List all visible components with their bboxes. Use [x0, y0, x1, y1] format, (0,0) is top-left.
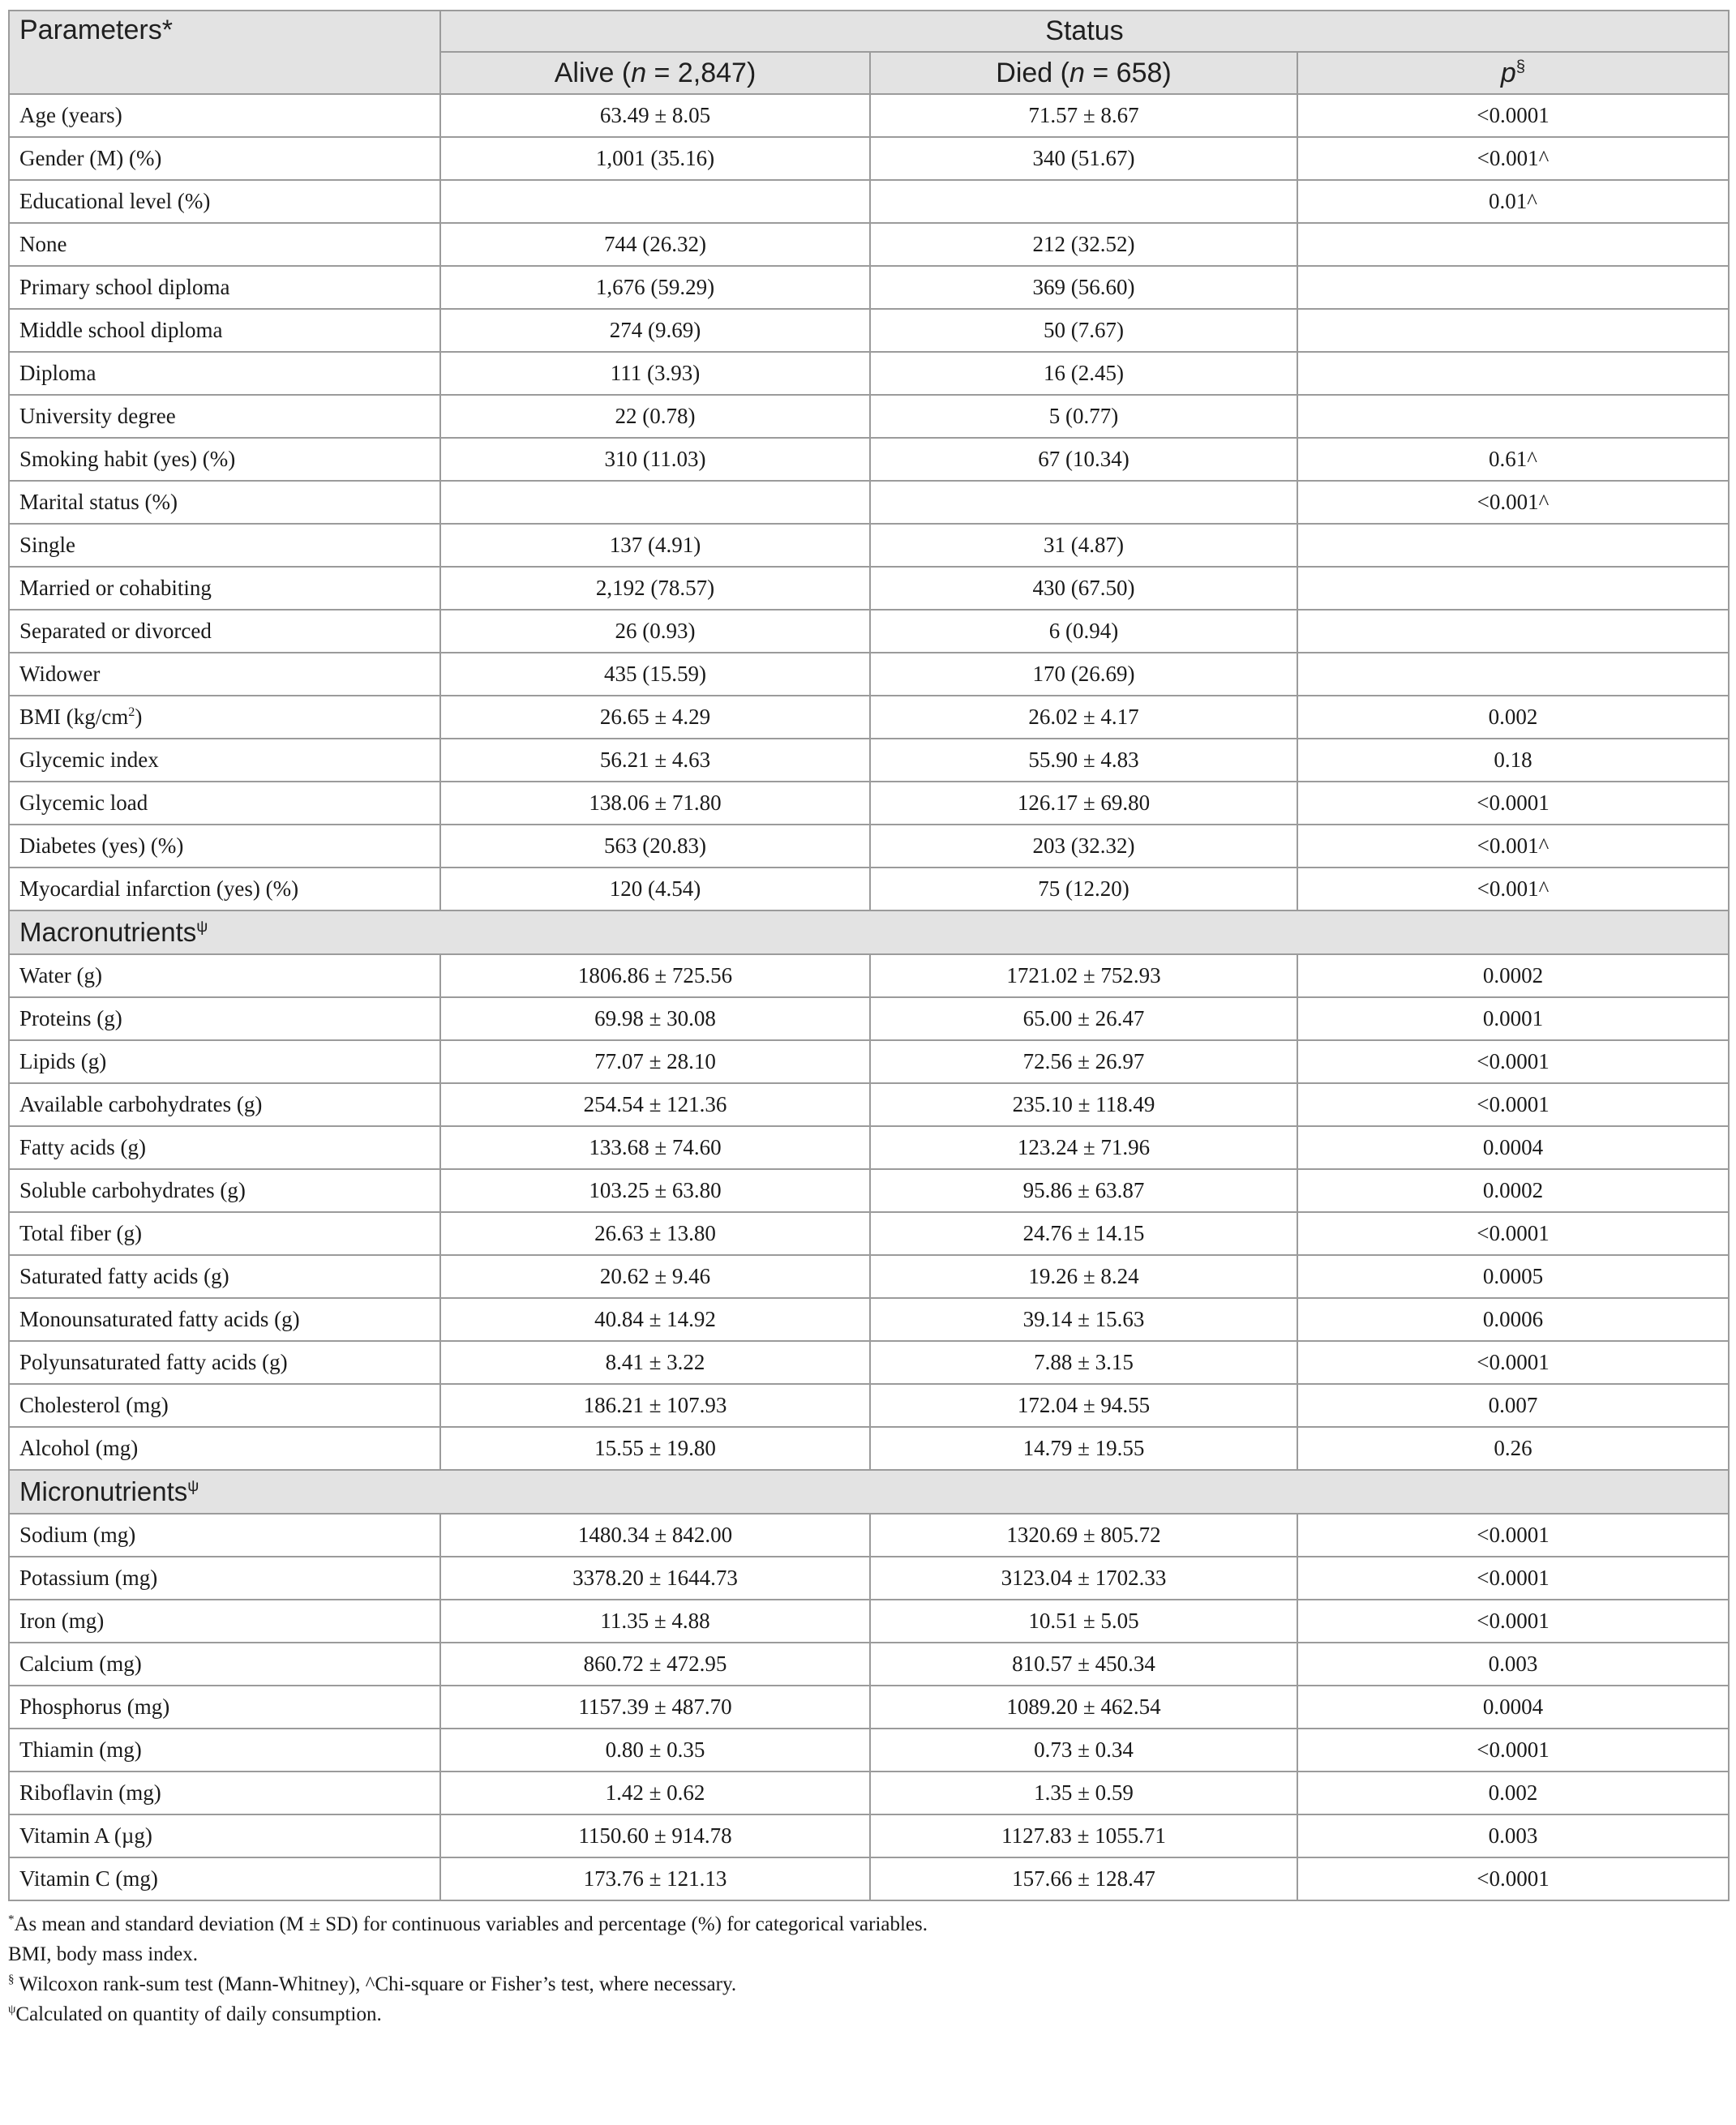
cell-p-value: 0.0001 — [1297, 997, 1729, 1040]
cell-died: 170 (26.69) — [870, 653, 1297, 696]
cell-parameter: Vitamin A (µg) — [9, 1814, 440, 1857]
cell-alive: 111 (3.93) — [440, 352, 870, 395]
cell-p-value: 0.002 — [1297, 696, 1729, 739]
cell-parameter: Middle school diploma — [9, 309, 440, 352]
table-row — [9, 1729, 1729, 1772]
table-row — [9, 653, 1729, 696]
cell-parameter: Saturated fatty acids (g) — [9, 1255, 440, 1298]
cell-alive: 1.42 ± 0.62 — [440, 1772, 870, 1814]
cell-parameter: Single — [9, 524, 440, 567]
cell-parameter: Widower — [9, 653, 440, 696]
table-row — [9, 610, 1729, 653]
cell-parameter: None — [9, 223, 440, 266]
cell-died: 65.00 ± 26.47 — [870, 997, 1297, 1040]
cell-parameter: Sodium (mg) — [9, 1514, 440, 1557]
table-row — [9, 1814, 1729, 1857]
table-row — [9, 438, 1729, 481]
cell-alive: 563 (20.83) — [440, 825, 870, 868]
cell-alive: 26 (0.93) — [440, 610, 870, 653]
cell-died: 50 (7.67) — [870, 309, 1297, 352]
cell-p-value: <0.0001 — [1297, 1514, 1729, 1557]
footnotes — [8, 1909, 1728, 2029]
cell-parameter: Proteins (g) — [9, 997, 440, 1040]
col-header-status: Status — [440, 11, 1729, 52]
cell-died — [870, 180, 1297, 223]
cell-alive: 2,192 (78.57) — [440, 567, 870, 610]
cell-alive: 77.07 ± 28.10 — [440, 1040, 870, 1083]
cell-alive — [440, 481, 870, 524]
cell-alive: 1,676 (59.29) — [440, 266, 870, 309]
table-row — [9, 524, 1729, 567]
cell-alive: 40.84 ± 14.92 — [440, 1298, 870, 1341]
cell-p-value: <0.001^ — [1297, 825, 1729, 868]
cell-alive: 26.63 ± 13.80 — [440, 1212, 870, 1255]
cell-alive: 3378.20 ± 1644.73 — [440, 1557, 870, 1600]
cell-died: 203 (32.32) — [870, 825, 1297, 868]
table-document — [8, 10, 1728, 2029]
cell-p-value: <0.0001 — [1297, 1083, 1729, 1126]
cell-died: 0.73 ± 0.34 — [870, 1729, 1297, 1772]
table-row — [9, 1557, 1729, 1600]
table-row — [9, 1427, 1729, 1470]
table-row — [9, 567, 1729, 610]
table-row — [9, 94, 1729, 137]
col-header-alive: Alive (n = 2,847) — [440, 52, 870, 94]
table-row — [9, 223, 1729, 266]
cell-alive: 860.72 ± 472.95 — [440, 1643, 870, 1686]
cell-died: 430 (67.50) — [870, 567, 1297, 610]
cell-parameter: Water (g) — [9, 954, 440, 997]
table-row — [9, 1126, 1729, 1169]
cell-died: 6 (0.94) — [870, 610, 1297, 653]
table-row — [9, 395, 1729, 438]
cell-parameter: Phosphorus (mg) — [9, 1686, 440, 1729]
table-row — [9, 1643, 1729, 1686]
cell-p-value — [1297, 524, 1729, 567]
cell-p-value: <0.0001 — [1297, 94, 1729, 137]
cell-p-value: 0.007 — [1297, 1384, 1729, 1427]
cell-died: 95.86 ± 63.87 — [870, 1169, 1297, 1212]
cell-alive: 133.68 ± 74.60 — [440, 1126, 870, 1169]
col-header-parameters: Parameters* — [9, 11, 440, 94]
cell-alive: 744 (26.32) — [440, 223, 870, 266]
cell-alive: 1806.86 ± 725.56 — [440, 954, 870, 997]
footnote: BMI, body mass index. — [8, 1943, 199, 1965]
cell-died: 26.02 ± 4.17 — [870, 696, 1297, 739]
footnote: § Wilcoxon rank-sum test (Mann-Whitney), ^Chi-square or Fisher’s test, where necessary. — [8, 1973, 737, 1995]
cell-p-value: 0.002 — [1297, 1772, 1729, 1814]
col-header-died: Died (n = 658) — [870, 52, 1297, 94]
cell-p-value: 0.003 — [1297, 1814, 1729, 1857]
table-row — [9, 137, 1729, 180]
cell-alive: 1157.39 ± 487.70 — [440, 1686, 870, 1729]
cell-parameter: Glycemic load — [9, 782, 440, 825]
cell-died: 67 (10.34) — [870, 438, 1297, 481]
results-table — [8, 10, 1730, 1901]
cell-p-value: 0.18 — [1297, 739, 1729, 782]
table-row — [9, 1514, 1729, 1557]
cell-died: 123.24 ± 71.96 — [870, 1126, 1297, 1169]
cell-died: 1127.83 ± 1055.71 — [870, 1814, 1297, 1857]
cell-alive: 1480.34 ± 842.00 — [440, 1514, 870, 1557]
cell-p-value: 0.003 — [1297, 1643, 1729, 1686]
table-row — [9, 1341, 1729, 1384]
cell-p-value — [1297, 395, 1729, 438]
cell-died: 7.88 ± 3.15 — [870, 1341, 1297, 1384]
table-row — [9, 1686, 1729, 1729]
cell-died: 16 (2.45) — [870, 352, 1297, 395]
table-row — [9, 997, 1729, 1040]
cell-died: 810.57 ± 450.34 — [870, 1643, 1297, 1686]
cell-parameter: Diabetes (yes) (%) — [9, 825, 440, 868]
cell-died: 1089.20 ± 462.54 — [870, 1686, 1297, 1729]
cell-alive: 1,001 (35.16) — [440, 137, 870, 180]
table-row — [9, 696, 1729, 739]
table-row — [9, 782, 1729, 825]
cell-p-value: 0.0005 — [1297, 1255, 1729, 1298]
cell-p-value: 0.61^ — [1297, 438, 1729, 481]
cell-parameter: Diploma — [9, 352, 440, 395]
table-row — [9, 309, 1729, 352]
cell-died: 10.51 ± 5.05 — [870, 1600, 1297, 1643]
cell-p-value — [1297, 223, 1729, 266]
cell-parameter: Potassium (mg) — [9, 1557, 440, 1600]
cell-parameter: Available carbohydrates (g) — [9, 1083, 440, 1126]
cell-parameter: Marital status (%) — [9, 481, 440, 524]
cell-parameter: Cholesterol (mg) — [9, 1384, 440, 1427]
table-row — [9, 1772, 1729, 1814]
cell-p-value — [1297, 352, 1729, 395]
cell-parameter: Married or cohabiting — [9, 567, 440, 610]
cell-alive: 173.76 ± 121.13 — [440, 1857, 870, 1900]
col-header-p: p§ — [1297, 52, 1729, 94]
cell-died: 1320.69 ± 805.72 — [870, 1514, 1297, 1557]
header-row-1 — [9, 11, 1729, 52]
cell-p-value — [1297, 309, 1729, 352]
table-row — [9, 266, 1729, 309]
cell-p-value: <0.001^ — [1297, 481, 1729, 524]
table-row — [9, 481, 1729, 524]
cell-alive: 137 (4.91) — [440, 524, 870, 567]
cell-parameter: Soluble carbohydrates (g) — [9, 1169, 440, 1212]
cell-alive: 310 (11.03) — [440, 438, 870, 481]
cell-p-value: 0.0006 — [1297, 1298, 1729, 1341]
table-row — [9, 1384, 1729, 1427]
section-macronutrients-title: Macronutrients$^\psi$ — [9, 910, 1729, 954]
cell-alive: 26.65 ± 4.29 — [440, 696, 870, 739]
cell-p-value: 0.0002 — [1297, 954, 1729, 997]
table-row — [9, 180, 1729, 223]
table-row — [9, 1857, 1729, 1900]
table-body — [9, 94, 1729, 1900]
cell-parameter: Iron (mg) — [9, 1600, 440, 1643]
cell-p-value — [1297, 266, 1729, 309]
table-row — [9, 1040, 1729, 1083]
table-row — [9, 739, 1729, 782]
cell-died: 71.57 ± 8.67 — [870, 94, 1297, 137]
table-row — [9, 352, 1729, 395]
cell-parameter: Educational level (%) — [9, 180, 440, 223]
cell-parameter: Myocardial infarction (yes) (%) — [9, 868, 440, 910]
cell-died: 369 (56.60) — [870, 266, 1297, 309]
footnote: $^\psi$Calculated on quantity of daily consumption. — [8, 2003, 382, 2025]
cell-p-value: <0.0001 — [1297, 1557, 1729, 1600]
cell-alive — [440, 180, 870, 223]
cell-parameter: University degree — [9, 395, 440, 438]
table-row — [9, 825, 1729, 868]
table-row — [9, 1083, 1729, 1126]
cell-p-value: <0.0001 — [1297, 1040, 1729, 1083]
cell-parameter: Polyunsaturated fatty acids (g) — [9, 1341, 440, 1384]
cell-p-value: <0.0001 — [1297, 1857, 1729, 1900]
table-row — [9, 954, 1729, 997]
cell-died: 19.26 ± 8.24 — [870, 1255, 1297, 1298]
cell-parameter: Thiamin (mg) — [9, 1729, 440, 1772]
cell-p-value: 0.26 — [1297, 1427, 1729, 1470]
cell-p-value: <0.0001 — [1297, 1212, 1729, 1255]
cell-alive: 63.49 ± 8.05 — [440, 94, 870, 137]
cell-parameter: Vitamin C (mg) — [9, 1857, 440, 1900]
table-row — [9, 1169, 1729, 1212]
cell-died: 212 (32.52) — [870, 223, 1297, 266]
table-row — [9, 1298, 1729, 1341]
cell-p-value: 0.0004 — [1297, 1686, 1729, 1729]
cell-p-value: <0.0001 — [1297, 1600, 1729, 1643]
cell-p-value: 0.0002 — [1297, 1169, 1729, 1212]
section-micronutrients-title: Micronutrients$^\psi$ — [9, 1470, 1729, 1514]
cell-died — [870, 481, 1297, 524]
cell-died: 39.14 ± 15.63 — [870, 1298, 1297, 1341]
cell-died: 75 (12.20) — [870, 868, 1297, 910]
cell-died: 157.66 ± 128.47 — [870, 1857, 1297, 1900]
cell-parameter: Alcohol (mg) — [9, 1427, 440, 1470]
cell-died: 72.56 ± 26.97 — [870, 1040, 1297, 1083]
cell-p-value — [1297, 653, 1729, 696]
cell-p-value: 0.0004 — [1297, 1126, 1729, 1169]
table-row — [9, 1212, 1729, 1255]
cell-parameter: Monounsaturated fatty acids (g) — [9, 1298, 440, 1341]
cell-died: 172.04 ± 94.55 — [870, 1384, 1297, 1427]
cell-died: 126.17 ± 69.80 — [870, 782, 1297, 825]
cell-p-value: 0.01^ — [1297, 180, 1729, 223]
cell-died: 24.76 ± 14.15 — [870, 1212, 1297, 1255]
cell-died: 14.79 ± 19.55 — [870, 1427, 1297, 1470]
cell-alive: 15.55 ± 19.80 — [440, 1427, 870, 1470]
cell-parameter: Primary school diploma — [9, 266, 440, 309]
cell-alive: 8.41 ± 3.22 — [440, 1341, 870, 1384]
cell-alive: 20.62 ± 9.46 — [440, 1255, 870, 1298]
cell-p-value — [1297, 567, 1729, 610]
cell-died: 1721.02 ± 752.93 — [870, 954, 1297, 997]
cell-parameter: Total fiber (g) — [9, 1212, 440, 1255]
section-micronutrients — [9, 1470, 1729, 1514]
footnote: *As mean and standard deviation (M ± SD) for continuous variables and percentage (%) for categorical variables. — [8, 1913, 928, 1935]
cell-died: 235.10 ± 118.49 — [870, 1083, 1297, 1126]
cell-died: 31 (4.87) — [870, 524, 1297, 567]
cell-parameter: Lipids (g) — [9, 1040, 440, 1083]
cell-alive: 69.98 ± 30.08 — [440, 997, 870, 1040]
cell-died: 55.90 ± 4.83 — [870, 739, 1297, 782]
table-row — [9, 1255, 1729, 1298]
cell-parameter: Separated or divorced — [9, 610, 440, 653]
cell-parameter: Calcium (mg) — [9, 1643, 440, 1686]
cell-p-value: <0.0001 — [1297, 1729, 1729, 1772]
cell-parameter: Fatty acids (g) — [9, 1126, 440, 1169]
cell-alive: 22 (0.78) — [440, 395, 870, 438]
cell-p-value: <0.0001 — [1297, 1341, 1729, 1384]
cell-p-value: <0.0001 — [1297, 782, 1729, 825]
cell-alive: 186.21 ± 107.93 — [440, 1384, 870, 1427]
table-row — [9, 1600, 1729, 1643]
cell-p-value — [1297, 610, 1729, 653]
cell-alive: 56.21 ± 4.63 — [440, 739, 870, 782]
section-macronutrients — [9, 910, 1729, 954]
cell-p-value: <0.001^ — [1297, 868, 1729, 910]
cell-died: 3123.04 ± 1702.33 — [870, 1557, 1297, 1600]
cell-alive: 103.25 ± 63.80 — [440, 1169, 870, 1212]
cell-parameter: Age (years) — [9, 94, 440, 137]
cell-alive: 254.54 ± 121.36 — [440, 1083, 870, 1126]
cell-died: 5 (0.77) — [870, 395, 1297, 438]
cell-parameter: BMI $(kg/cm^2)$ — [9, 696, 440, 739]
cell-alive: 1150.60 ± 914.78 — [440, 1814, 870, 1857]
cell-parameter: Riboflavin (mg) — [9, 1772, 440, 1814]
cell-alive: 435 (15.59) — [440, 653, 870, 696]
cell-died: 1.35 ± 0.59 — [870, 1772, 1297, 1814]
cell-alive: 0.80 ± 0.35 — [440, 1729, 870, 1772]
cell-parameter: Glycemic index — [9, 739, 440, 782]
table-row — [9, 868, 1729, 910]
cell-alive: 274 (9.69) — [440, 309, 870, 352]
cell-p-value: <0.001^ — [1297, 137, 1729, 180]
cell-parameter: Smoking habit (yes) (%) — [9, 438, 440, 481]
cell-died: 340 (51.67) — [870, 137, 1297, 180]
cell-alive: 120 (4.54) — [440, 868, 870, 910]
cell-alive: 11.35 ± 4.88 — [440, 1600, 870, 1643]
cell-parameter: Gender (M) (%) — [9, 137, 440, 180]
cell-alive: 138.06 ± 71.80 — [440, 782, 870, 825]
